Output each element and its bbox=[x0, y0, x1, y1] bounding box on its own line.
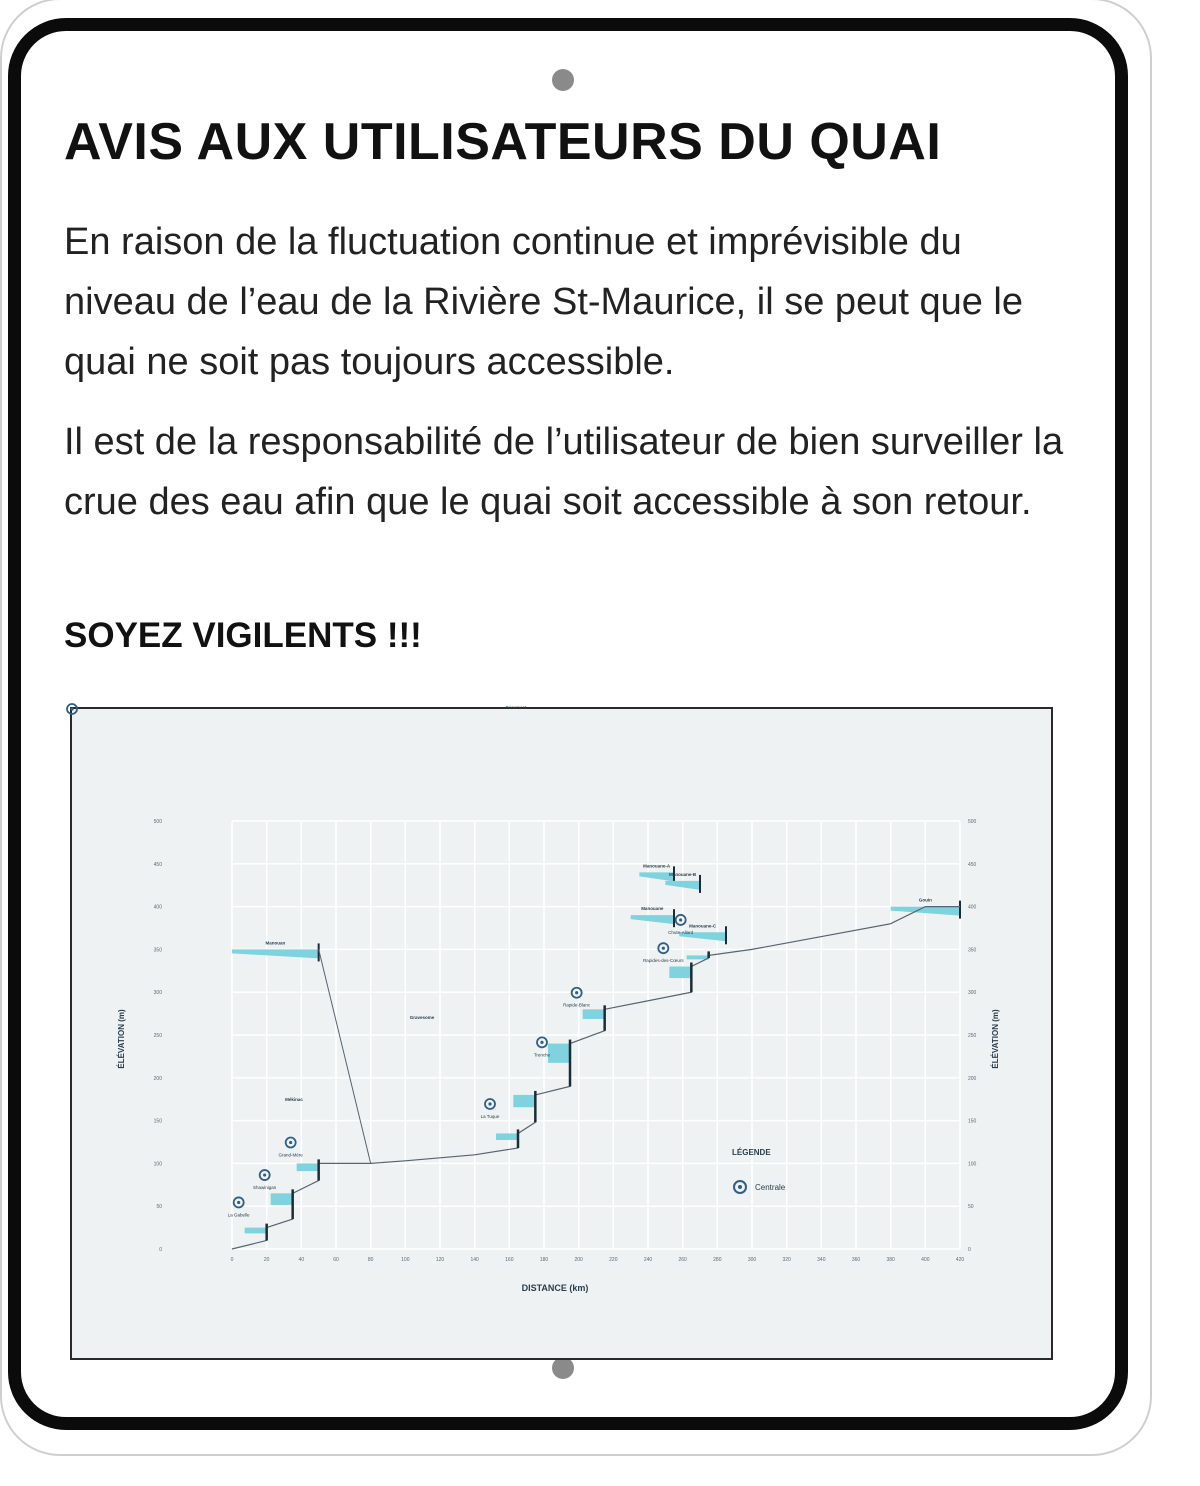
legend-title: LÉGENDE bbox=[732, 1148, 771, 1157]
headpond-water bbox=[496, 1133, 518, 1140]
station-label: Grand-Mère bbox=[278, 1152, 303, 1158]
headpond-water bbox=[513, 1095, 535, 1107]
x-tick-label: 40 bbox=[298, 1257, 305, 1263]
headpond-water bbox=[669, 967, 691, 979]
chart-labels bbox=[67, 704, 932, 1217]
headpond-water bbox=[245, 1228, 267, 1234]
turbine-icon bbox=[658, 943, 668, 953]
y-axis-label-right: ÉLÉVATION (m) bbox=[991, 1009, 1000, 1069]
turbine-hub bbox=[263, 1173, 266, 1176]
chart-canvas bbox=[72, 705, 1051, 1358]
y-tick-label-left: 0 bbox=[159, 1247, 162, 1253]
warning-text: SOYEZ VIGILENTS !!! bbox=[64, 616, 422, 655]
x-tick-label: 240 bbox=[643, 1257, 653, 1263]
turbine-icon bbox=[676, 915, 686, 925]
turbine-hub bbox=[237, 1201, 240, 1204]
y-tick-label-left: 400 bbox=[153, 904, 162, 911]
x-tick-label: 360 bbox=[851, 1257, 861, 1263]
x-tick-label: 100 bbox=[401, 1257, 410, 1263]
x-tick-label: 420 bbox=[955, 1257, 965, 1263]
station-label: La Gabelle bbox=[227, 1212, 250, 1218]
y-tick-label-right: 50 bbox=[968, 1204, 974, 1211]
turbine-icon bbox=[734, 1181, 746, 1193]
site-label: Mékinac bbox=[285, 1097, 303, 1102]
x-tick-label: 280 bbox=[713, 1257, 722, 1263]
y-axis-label-left: ÉLÉVATION (m) bbox=[117, 1009, 126, 1069]
mounting-bolt-icon bbox=[552, 69, 574, 91]
x-tick-label: 200 bbox=[574, 1257, 583, 1263]
turbine-hub bbox=[662, 947, 665, 950]
y-tick-label-right: 500 bbox=[968, 819, 977, 825]
y-tick-label-left: 300 bbox=[153, 990, 162, 997]
site-label: Gravesome bbox=[409, 1015, 435, 1020]
y-tick-label-right: 250 bbox=[968, 1033, 977, 1039]
y-tick-label-left: 150 bbox=[153, 1118, 162, 1125]
headpond-water bbox=[271, 1193, 293, 1205]
y-tick-label-right: 100 bbox=[968, 1161, 977, 1168]
turbine-hub bbox=[679, 918, 682, 921]
y-tick-label-right: 400 bbox=[968, 904, 977, 911]
x-tick-label: 180 bbox=[539, 1257, 549, 1263]
reservoir-label: Manouane-C bbox=[689, 923, 717, 929]
reservoir-label: Manouane bbox=[641, 906, 664, 912]
turbine-hub bbox=[70, 707, 73, 710]
turbine-icon bbox=[485, 1099, 495, 1109]
y-tick-label-right: 450 bbox=[968, 861, 977, 868]
chart-grid bbox=[232, 821, 960, 1249]
reservoir-water bbox=[232, 949, 319, 958]
sign-title: AVIS AUX UTILISATEURS DU QUAI bbox=[64, 113, 942, 171]
x-tick-label: 140 bbox=[470, 1257, 479, 1263]
x-tick-label: 220 bbox=[609, 1257, 618, 1263]
x-tick-label: 300 bbox=[747, 1257, 757, 1263]
station-label: Rapides-des-Cœurs bbox=[643, 958, 684, 964]
station-label: Beaumont bbox=[505, 705, 527, 710]
y-tick-label-left: 250 bbox=[153, 1033, 162, 1039]
y-tick-label-left: 350 bbox=[153, 947, 162, 954]
legend-item-label: Centrale bbox=[755, 1183, 786, 1192]
reservoir-water bbox=[631, 915, 674, 924]
headpond-water bbox=[297, 1163, 319, 1171]
x-tick-label: 260 bbox=[678, 1257, 687, 1263]
y-tick-label-left: 450 bbox=[153, 861, 162, 868]
x-tick-label: 380 bbox=[886, 1257, 895, 1263]
x-tick-label: 0 bbox=[230, 1257, 234, 1263]
reservoir-label: Manouane-A bbox=[643, 863, 671, 869]
x-tick-label: 120 bbox=[435, 1257, 445, 1263]
headpond-water bbox=[583, 1009, 605, 1019]
headpond-water bbox=[687, 955, 709, 959]
x-tick-label: 80 bbox=[367, 1257, 374, 1263]
tributary-line bbox=[319, 949, 371, 1163]
chart-legend bbox=[732, 1148, 786, 1193]
x-tick-label: 160 bbox=[505, 1257, 514, 1263]
x-axis-label: DISTANCE (km) bbox=[521, 1283, 589, 1293]
station-label: Shawinigan bbox=[253, 1185, 277, 1191]
turbine-hub bbox=[540, 1041, 543, 1044]
y-tick-label-right: 0 bbox=[968, 1247, 971, 1253]
mounting-bolt-icon bbox=[552, 1357, 574, 1379]
x-tick-label: 60 bbox=[333, 1257, 339, 1263]
y-tick-label-left: 100 bbox=[153, 1161, 162, 1168]
x-tick-label: 340 bbox=[817, 1257, 826, 1263]
reservoir-label: Manouan bbox=[265, 940, 286, 946]
y-tick-label-right: 300 bbox=[968, 990, 977, 997]
station-label: La Tuque bbox=[480, 1113, 500, 1119]
y-tick-label-left: 500 bbox=[153, 819, 162, 825]
y-tick-label-left: 50 bbox=[156, 1204, 162, 1211]
x-tick-label: 320 bbox=[782, 1257, 791, 1263]
y-tick-label-right: 200 bbox=[968, 1075, 977, 1082]
chart-water-fills bbox=[232, 866, 960, 1233]
turbine-icon bbox=[537, 1037, 547, 1047]
x-tick-label: 400 bbox=[921, 1257, 930, 1263]
y-tick-label-right: 350 bbox=[968, 947, 977, 954]
turbine-hub bbox=[289, 1141, 292, 1144]
reservoir-label: Manouane-B bbox=[669, 871, 697, 877]
y-tick-label-right: 150 bbox=[968, 1118, 977, 1125]
elevation-profile-chart bbox=[70, 707, 1053, 1360]
turbine-icon bbox=[286, 1138, 296, 1148]
x-tick-label: 20 bbox=[263, 1257, 270, 1263]
notice-paragraph-2: Il est de la responsabilité de l’utilisateur de bien surveiller la crue des eau afin que le quai soit accessible à son retour. bbox=[64, 421, 1064, 523]
station-label: Rapide-Blanc bbox=[563, 1002, 591, 1008]
turbine-icon bbox=[260, 1170, 270, 1180]
reservoir-label: Gouin bbox=[918, 897, 932, 903]
notice-paragraph-1: En raison de la fluctuation continue et imprévisible du niveau de l’eau de la Rivière St-Maurice, il se peut que le quai ne soit pas toujours accessible. bbox=[64, 221, 1023, 383]
station-label: Trenche bbox=[533, 1052, 551, 1058]
station-label: Chute-Allard bbox=[668, 929, 694, 935]
turbine-hub bbox=[575, 991, 578, 994]
turbine-hub bbox=[488, 1102, 491, 1105]
headpond-water bbox=[548, 1044, 570, 1063]
y-tick-label-left: 200 bbox=[153, 1075, 162, 1082]
